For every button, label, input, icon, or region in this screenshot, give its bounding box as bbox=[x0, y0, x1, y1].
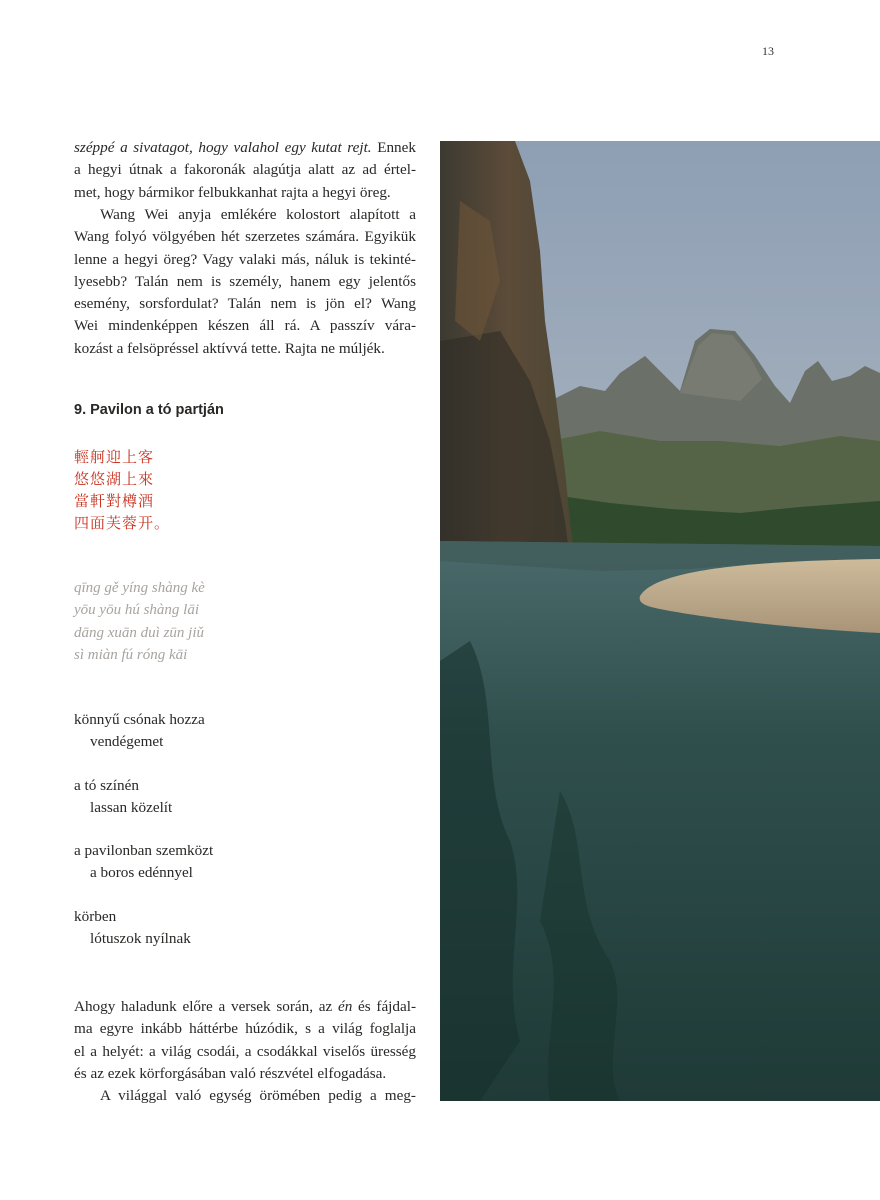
poem-stanza bbox=[74, 775, 213, 820]
poem-stanza bbox=[74, 840, 213, 885]
closing-paragraph bbox=[74, 996, 416, 1107]
poem-line: lótuszok nyílnak bbox=[90, 930, 191, 948]
pinyin-line: sì miàn fú róng kāi bbox=[74, 646, 188, 663]
body-paragraph bbox=[74, 204, 416, 360]
intro-paragraph bbox=[74, 137, 416, 204]
text-fragment: Ahogy haladunk előre a versek során, az bbox=[74, 998, 338, 1015]
pinyin-line: yōu yōu hú shàng lāi bbox=[74, 602, 199, 619]
text-line: lyesebb? Talán nem is személy, hanem egy jelentős bbox=[74, 272, 416, 290]
chinese-poem bbox=[74, 446, 170, 534]
pinyin-transcription bbox=[74, 577, 205, 666]
text-line bbox=[74, 996, 416, 1018]
text-line: Wang folyó völgyében hét szerzetes számára. Egyikük bbox=[74, 228, 416, 246]
poem-stanza bbox=[74, 906, 213, 951]
poem-line: lassan közelít bbox=[90, 798, 173, 816]
poem-line: vendégemet bbox=[90, 733, 164, 751]
poem-line: a pavilonban szemközt bbox=[74, 842, 214, 860]
page-number: 13 bbox=[762, 44, 774, 58]
text-line: Wei mindenképpen készen áll rá. A passzív vára- bbox=[74, 317, 416, 335]
italic-word: én bbox=[337, 998, 353, 1015]
chinese-line: 輕舸迎上客 bbox=[74, 448, 155, 466]
text-line bbox=[74, 137, 416, 159]
text-line: lenne a hegyi öreg? Vagy valaki más, náluk is tekinté- bbox=[74, 250, 416, 268]
text-fragment: Ennek bbox=[371, 139, 416, 156]
pinyin-line: qīng gě yíng shàng kè bbox=[74, 580, 205, 596]
chinese-line: 當軒對樽酒 bbox=[74, 492, 155, 510]
chinese-line: 四面芙蓉开。 bbox=[74, 514, 171, 532]
poem-translation bbox=[74, 709, 213, 971]
pinyin-line: dāng xuān duì zūn jiǔ bbox=[74, 624, 204, 641]
text-line: a hegyi útnak a fakoronák alagútja alatt az ad értel- bbox=[74, 161, 416, 179]
italic-quote: széppé a sivatagot, hogy valahol egy kutat rejt. bbox=[74, 139, 372, 156]
text-line: Wang Wei anyja emlékére kolostort alapított a bbox=[100, 206, 416, 223]
text-line: és az ezek körforgásában való részvétel elfogadása. bbox=[74, 1064, 387, 1082]
text-line: esemény, sorsfordulat? Talán nem is jön el? Wang bbox=[74, 295, 416, 313]
text-line: kozást a felsöpréssel aktívvá tette. Rajta ne múljék. bbox=[74, 339, 385, 357]
text-line: A világgal való egység örömében pedig a meg- bbox=[100, 1087, 416, 1105]
text-line: el a helyét: a világ csodái, a csodákkal viselős üresség bbox=[74, 1042, 416, 1060]
landscape-photo bbox=[440, 141, 880, 1101]
text-line: met, hogy bármikor felbukkanhat rajta a hegyi öreg. bbox=[74, 183, 391, 201]
text-line: ma egyre inkább háttérbe húzódik, s a világ foglalja bbox=[74, 1020, 416, 1038]
poem-line: a boros edénnyel bbox=[90, 864, 193, 882]
chinese-line: 悠悠湖上來 bbox=[74, 470, 155, 488]
poem-line: könnyű csónak hozza bbox=[74, 711, 205, 728]
text-fragment: és fájdal- bbox=[352, 998, 417, 1015]
poem-stanza bbox=[74, 709, 213, 754]
section-heading: 9. Pavilon a tó partján bbox=[74, 402, 224, 418]
poem-line: körben bbox=[74, 907, 117, 925]
poem-line: a tó színén bbox=[74, 776, 139, 794]
karst-river-image bbox=[440, 141, 880, 1101]
